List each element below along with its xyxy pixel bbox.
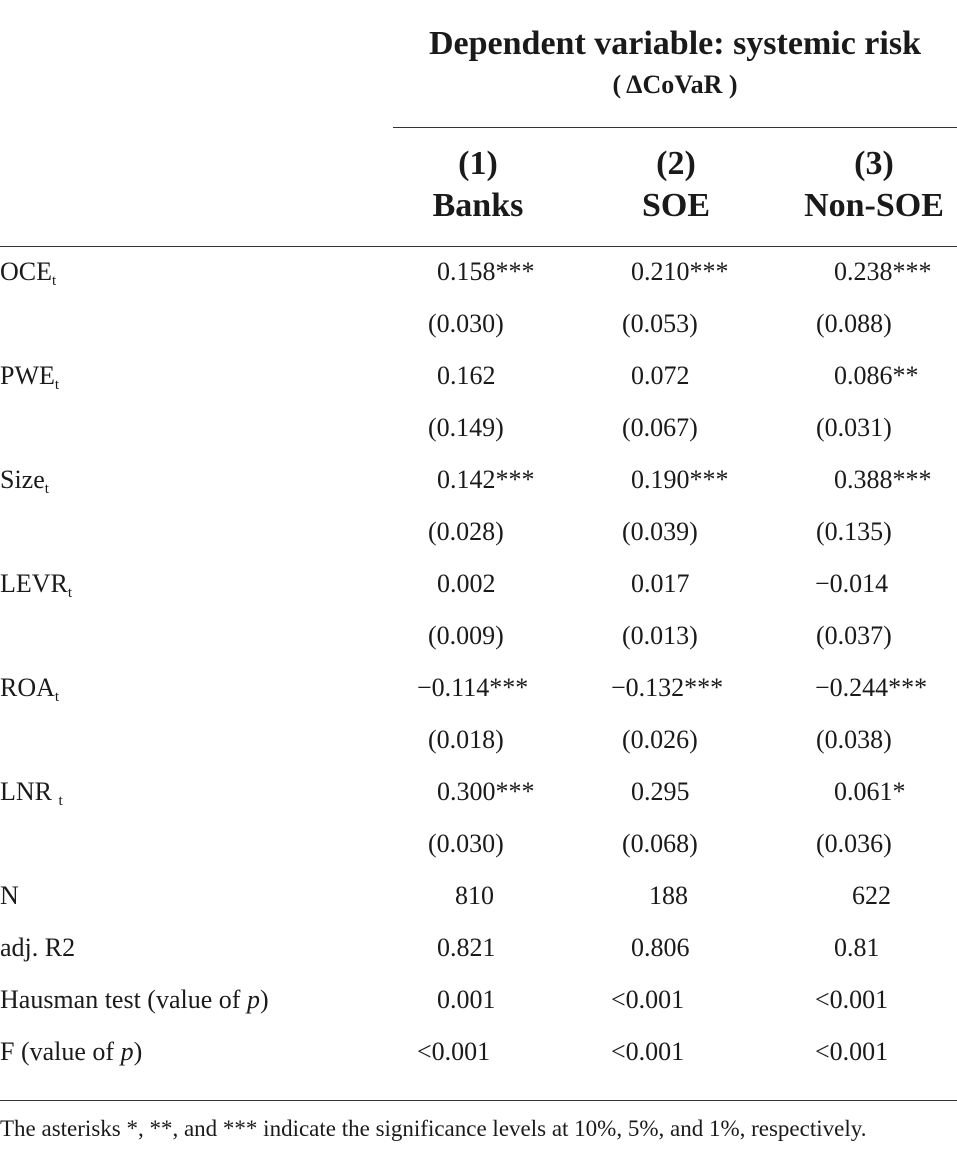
coefficient-cell: 0.190*** — [631, 465, 729, 494]
standard-error-cell: (0.039) — [622, 517, 698, 546]
standard-error-cell: (0.009) — [428, 621, 504, 650]
stat-value-cell: <0.001 — [815, 1037, 889, 1066]
standard-error-cell: (0.030) — [428, 829, 504, 858]
header-rule — [393, 127, 957, 128]
standard-error-cell: (0.031) — [816, 413, 892, 442]
stat-value-cell: 0.806 — [631, 933, 690, 962]
coefficient-cell: 0.158*** — [437, 257, 535, 286]
coefficient-cell: 0.162 — [437, 361, 496, 390]
column-number: (3) — [854, 145, 894, 182]
coefficient-cell: −0.114*** — [417, 673, 529, 702]
row-label-text: LNR — [0, 777, 59, 806]
stat-value-cell: <0.001 — [611, 1037, 685, 1066]
row-label — [0, 568, 72, 609]
coefficient-cell: −0.244*** — [815, 673, 928, 702]
stat-value-cell: 622 — [852, 881, 891, 910]
standard-error-cell: (0.028) — [428, 517, 504, 546]
column-name: SOE — [641, 187, 711, 224]
table-footnote: The asterisks *, **, and *** indicate the significance levels at 10%, 5%, and 1%, respectively. — [0, 1116, 867, 1141]
standard-error-cell: (0.053) — [622, 309, 698, 338]
coefficient-cell: 0.388*** — [834, 465, 932, 494]
dependent-variable-subtitle: ( ΔCoVaR ) — [612, 70, 738, 99]
standard-error-cell: (0.026) — [622, 725, 698, 754]
row-label-text: PWE — [0, 361, 55, 390]
stat-value-cell: <0.001 — [611, 985, 685, 1014]
standard-error-cell: (0.037) — [816, 621, 892, 650]
column-header-1 — [378, 143, 578, 227]
stat-label-text: F (value of — [0, 1037, 121, 1066]
stat-label-text: N — [0, 881, 19, 910]
stat-value-cell: 810 — [455, 881, 494, 910]
coefficient-cell: −0.132*** — [611, 673, 724, 702]
stat-value-cell: <0.001 — [815, 985, 889, 1014]
bottom-rule — [0, 1100, 957, 1101]
row-label — [0, 464, 49, 505]
row-label — [0, 256, 56, 297]
row-label-text: LEVR — [0, 569, 68, 598]
coefficient-cell: 0.017 — [631, 569, 690, 598]
standard-error-cell: (0.038) — [816, 725, 892, 754]
standard-error-cell: (0.088) — [816, 309, 892, 338]
row-label — [0, 360, 59, 401]
standard-error-cell: (0.068) — [622, 829, 698, 858]
stat-label — [0, 880, 19, 912]
column-number: (2) — [656, 145, 696, 182]
standard-error-cell: (0.135) — [816, 517, 892, 546]
stat-label-close: ) — [259, 985, 269, 1014]
column-name: Banks — [432, 187, 524, 224]
stat-label — [0, 984, 269, 1016]
row-label-subscript: t — [54, 377, 60, 393]
standard-error-cell: (0.030) — [428, 309, 504, 338]
standard-error-cell: (0.036) — [816, 829, 892, 858]
column-header-rule — [0, 246, 957, 247]
coefficient-cell: 0.072 — [631, 361, 690, 390]
stat-value-cell: 0.81 — [834, 933, 880, 962]
row-label-subscript: t — [54, 689, 60, 705]
stat-value-cell: 0.001 — [437, 985, 496, 1014]
stat-value-cell: <0.001 — [417, 1037, 491, 1066]
coefficient-cell: 0.210*** — [631, 257, 729, 286]
standard-error-cell: (0.067) — [622, 413, 698, 442]
stat-value-cell: 188 — [649, 881, 688, 910]
row-label-text: Size — [0, 465, 45, 494]
stat-label-text: adj. R2 — [0, 933, 76, 962]
stat-value-cell: 0.821 — [437, 933, 496, 962]
coefficient-cell: 0.142*** — [437, 465, 535, 494]
row-label-subscript: t — [44, 481, 49, 497]
coefficient-cell: 0.295 — [631, 777, 690, 806]
coefficient-cell: −0.014 — [815, 569, 889, 598]
coefficient-cell: 0.002 — [437, 569, 496, 598]
stat-label — [0, 1036, 142, 1068]
standard-error-cell: (0.149) — [428, 413, 504, 442]
standard-error-cell: (0.013) — [622, 621, 698, 650]
column-name: Non-SOE — [804, 187, 944, 224]
standard-error-cell: (0.018) — [428, 725, 504, 754]
coefficient-cell: 0.238*** — [834, 257, 932, 286]
row-label-text: OCE — [0, 257, 52, 286]
coefficient-cell: 0.061* — [834, 777, 906, 806]
column-header-2 — [576, 143, 776, 227]
dependent-variable-title: Dependent variable: systemic risk — [428, 25, 921, 62]
column-number: (1) — [458, 145, 498, 182]
row-label — [0, 672, 59, 713]
stat-label — [0, 932, 75, 964]
stat-label-italic: p — [246, 985, 260, 1014]
row-label — [0, 776, 63, 817]
row-label-subscript: t — [67, 585, 73, 601]
column-header-3 — [774, 143, 957, 227]
coefficient-cell: 0.086** — [834, 361, 919, 390]
stat-label-text: Hausman test (value of — [0, 985, 247, 1014]
row-label-text: ROA — [0, 673, 55, 702]
stat-label-close: ) — [133, 1037, 143, 1066]
row-label-subscript: t — [52, 273, 57, 289]
coefficient-cell: 0.300*** — [437, 777, 535, 806]
stat-label-italic: p — [120, 1037, 134, 1066]
row-label-subscript: t — [58, 793, 63, 809]
